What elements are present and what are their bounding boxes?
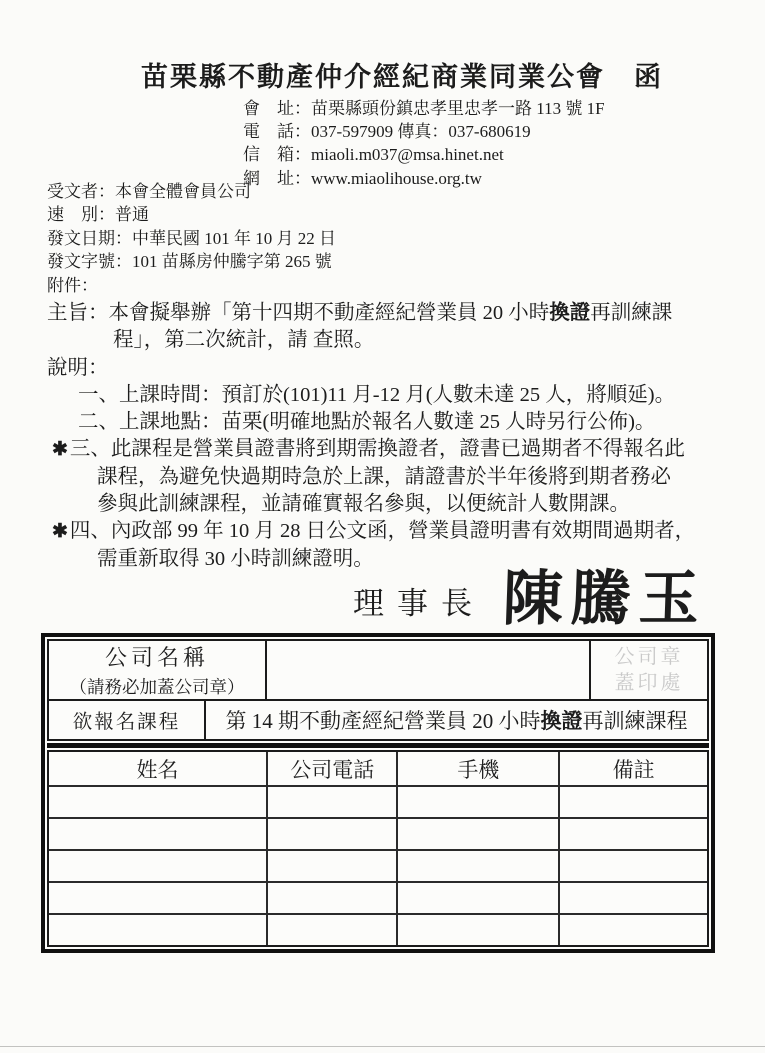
col-header-name: 姓名 — [49, 752, 268, 785]
subject-text: 主旨：本會擬舉辦「第十四期不動產經紀營業員 20 小時 — [47, 302, 550, 324]
form-cell-company-phone — [268, 851, 398, 881]
explanation-item-3-line-3: 參與此訓練課程，並請確實報名參與，以便統計人數開課。 — [97, 493, 630, 516]
meta-issue-date: 發文日期：中華民國 101 年 10 月 22 日 — [47, 228, 336, 248]
form-cell-company-phone — [268, 787, 398, 817]
explanation-item-1: 一、上課時間：預訂於(101)11 月-12 月(人數未達 25 人，將順延)。 — [78, 383, 676, 406]
form-cell-name — [49, 883, 268, 913]
asterisk-marker-icon: ✱ — [52, 439, 70, 461]
company-name-label — [49, 641, 267, 699]
attendee-empty-row — [49, 849, 707, 881]
form-cell-name — [49, 819, 268, 849]
explanation-item-4-line-1 — [47, 518, 737, 545]
meta-recipient: 受文者：本會全體會員公司 — [47, 182, 251, 201]
form-cell-note — [560, 851, 707, 881]
subject-text-after: 再訓練課 — [590, 302, 673, 324]
meta-doc-number: 發文字號：101 苗縣房仲騰字第 265 號 — [47, 252, 332, 272]
subject-bold-text: 換證 — [549, 302, 591, 324]
asterisk-marker-icon: ✱ — [52, 521, 70, 543]
subject-line-1 — [47, 300, 737, 327]
signature-name: 陳騰玉 — [501, 566, 708, 632]
attendee-empty-row — [49, 785, 707, 817]
table-section-divider — [47, 743, 709, 748]
company-name-row — [47, 639, 709, 701]
document-body — [47, 300, 737, 573]
document-meta-block — [47, 180, 336, 297]
signature-title: 理事長 — [353, 586, 485, 621]
explanation-item-4-line-2: 需重新取得 30 小時訓練證明。 — [97, 547, 374, 570]
company-name-value-cell — [267, 641, 591, 699]
attendee-empty-row — [49, 817, 707, 849]
form-cell-note — [560, 915, 707, 945]
course-value — [206, 701, 707, 739]
course-row — [47, 701, 709, 741]
company-seal-area — [591, 641, 707, 699]
form-cell-name — [49, 787, 268, 817]
course-text: 第 14 期不動產經紀營業員 20 小時 — [225, 709, 541, 733]
seal-hint-line-1: 公司章 — [614, 646, 684, 668]
form-cell-name — [49, 915, 268, 945]
form-cell-mobile — [398, 819, 560, 849]
company-name-label-main: 公司名稱 — [104, 645, 209, 670]
form-cell-mobile — [398, 787, 560, 817]
col-header-mobile: 手機 — [398, 752, 560, 785]
explanation-item-3-line-2: 課程，為避免快過期時急於上課，請證書於半年後將到期者務必 — [97, 465, 671, 488]
form-cell-note — [560, 883, 707, 913]
form-cell-note — [560, 819, 707, 849]
contact-phone-fax: 電 話：037-597909 傳真：037-680619 — [243, 122, 531, 142]
attendee-grid — [47, 750, 709, 947]
explanation-label: 說明： — [47, 356, 109, 379]
contact-website: 網 址：www.miaolihouse.org.tw — [243, 168, 482, 188]
course-label: 欲報名課程 — [49, 701, 206, 739]
col-header-company-phone: 公司電話 — [268, 752, 398, 785]
meta-speed: 速 別：普通 — [47, 205, 149, 225]
form-cell-company-phone — [268, 819, 398, 849]
attendee-empty-row — [49, 881, 707, 913]
form-cell-mobile — [398, 915, 560, 945]
subject-line-2: 程」，第二次統計，請 查照。 — [113, 329, 375, 352]
association-contact-block — [243, 97, 605, 190]
col-header-note: 備註 — [612, 757, 655, 782]
explanation-item-3-line-1 — [47, 436, 737, 463]
scan-artifact-line — [0, 1046, 765, 1047]
form-cell-note — [560, 787, 707, 817]
registration-form-table — [41, 633, 715, 953]
form-cell-mobile — [398, 883, 560, 913]
course-bold-text: 換證 — [540, 709, 583, 733]
form-cell-company-phone — [268, 883, 398, 913]
meta-attachment: 附件： — [47, 275, 98, 295]
seal-hint-line-2: 蓋印處 — [614, 672, 684, 694]
item-3-text: 三、此課程是營業員證書將到期需換證者，證書已過期者不得報名此 — [69, 438, 685, 461]
explanation-item-2: 二、上課地點：苗栗(明確地點於報名人數達 25 人時另行公佈)。 — [78, 411, 656, 434]
contact-address: 會 址：苗栗縣頭份鎮忠孝里忠孝一路 113 號 1F — [243, 99, 605, 118]
form-cell-mobile — [398, 851, 560, 881]
item-4-text: 四、內政部 99 年 10 月 28 日公文函，營業員證明書有效期間過期者， — [69, 520, 696, 543]
course-text-after: 再訓練課程 — [582, 709, 688, 733]
form-cell-company-phone — [268, 915, 398, 945]
attendee-header-row — [49, 752, 707, 785]
company-name-label-note: （請務必加蓋公司章） — [69, 677, 245, 697]
attendee-empty-row — [49, 913, 707, 945]
form-cell-name — [49, 851, 268, 881]
contact-email: 信 箱：miaoli.m037@msa.hinet.net — [243, 145, 504, 165]
document-title: 苗栗縣不動產仲介經紀商業同業公會 函 — [141, 62, 663, 92]
